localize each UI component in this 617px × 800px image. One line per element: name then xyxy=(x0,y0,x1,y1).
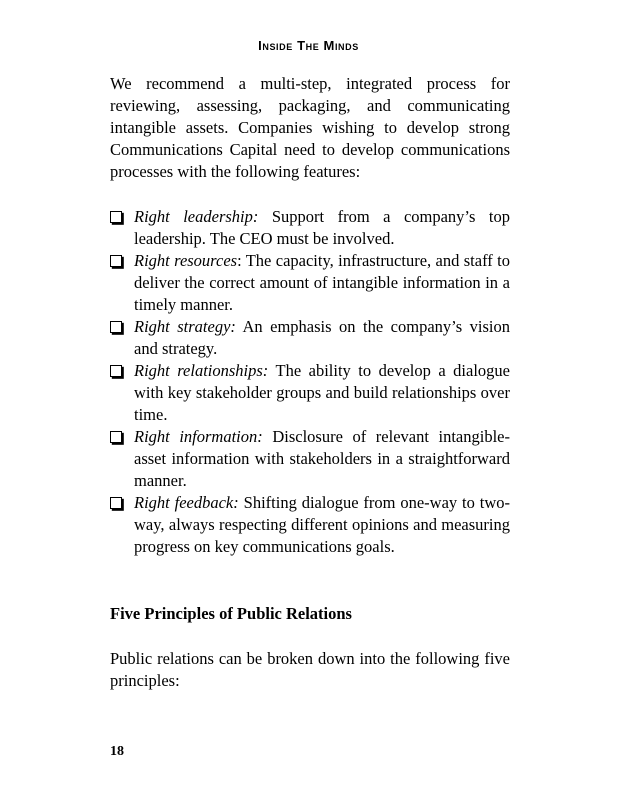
intro-paragraph: We recommend a multi-step, integrated process for reviewing, assessing, packaging, and communicating intangible assets. Companies wishing to develop strong Communications Capital need to develop communications processes with the following features: xyxy=(110,74,510,181)
feature-term: Right relationships: xyxy=(134,361,269,380)
list-item xyxy=(110,426,510,492)
features-list xyxy=(110,206,510,558)
feature-text: : The capacity, infrastructure, and staff to deliver the correct amount of intangible information in a timely manner. xyxy=(134,251,510,314)
feature-text: Support from a company’s top leadership. The CEO must be involved. xyxy=(134,207,510,248)
list-item xyxy=(110,492,510,558)
feature-term: Right resources xyxy=(134,251,238,270)
feature-term: Right leadership: xyxy=(134,207,259,226)
list-item xyxy=(110,206,510,250)
checkbox-icon xyxy=(110,497,122,509)
checkbox-icon xyxy=(110,321,122,333)
list-item xyxy=(110,360,510,426)
checkbox-icon xyxy=(110,431,122,443)
checkbox-icon xyxy=(110,211,122,223)
feature-text: An emphasis on the company’s vision and strategy. xyxy=(134,317,510,358)
feature-term: Right information: xyxy=(134,427,263,446)
section-paragraph: Public relations can be broken down into the following five principles: xyxy=(110,649,510,690)
feature-term: Right strategy: xyxy=(134,317,236,336)
feature-term: Right feedback: xyxy=(134,493,239,512)
list-item xyxy=(110,316,510,360)
section-heading: Five Principles of Public Relations xyxy=(110,604,352,623)
page-number: 18 xyxy=(110,744,124,759)
feature-text: Disclosure of relevant intangible-asset information with stakeholders in a straightforward manner. xyxy=(134,427,510,490)
checkbox-icon xyxy=(110,365,122,377)
checkbox-icon xyxy=(110,255,122,267)
feature-text: The ability to develop a dialogue with key stakeholder groups and build relationships over time. xyxy=(134,361,510,424)
running-header: Inside The Minds xyxy=(258,38,359,53)
feature-text: Shifting dialogue from one-way to two-way, always respecting different opinions and measuring progress on key communications goals. xyxy=(134,493,511,556)
list-item xyxy=(110,250,510,316)
